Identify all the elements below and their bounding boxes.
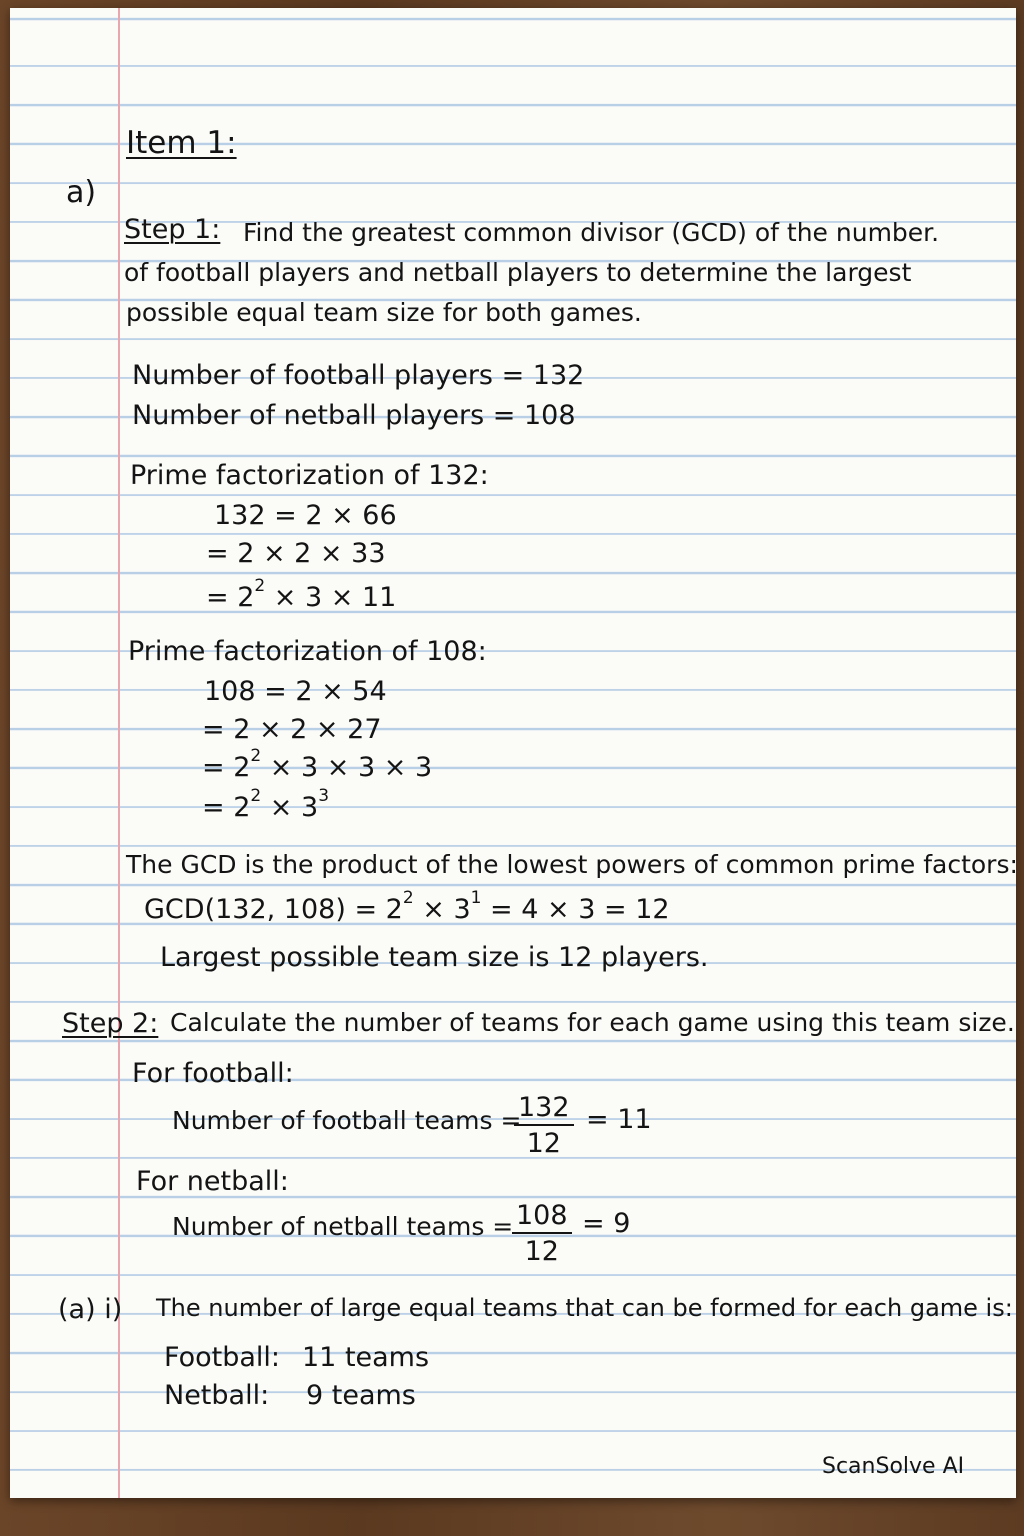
football-count: Number of football players = 132 bbox=[132, 360, 585, 391]
netball-denominator: 12 bbox=[524, 1236, 559, 1267]
pf132-line2: = 2 × 2 × 33 bbox=[206, 538, 386, 569]
step1-text-line2: of football players and netball players to determine the largest bbox=[124, 258, 912, 287]
netball-teams-label: Number of netball teams = bbox=[172, 1212, 514, 1241]
football-fraction bbox=[514, 1094, 574, 1157]
football-heading: For football: bbox=[132, 1058, 294, 1089]
netball-heading: For netball: bbox=[136, 1166, 289, 1197]
step2-label: Step 2: bbox=[62, 1008, 159, 1039]
pf108-line4: = $2^2 \times 3^3$ bbox=[202, 786, 330, 823]
item-heading: Item 1: bbox=[126, 125, 237, 161]
step2-text: Calculate the number of teams for each game using this team size. bbox=[170, 1008, 1015, 1037]
football-result: = 11 bbox=[586, 1104, 652, 1135]
largest-team-size: Largest possible team size is 12 players. bbox=[160, 942, 709, 973]
football-answer-value: 11 teams bbox=[302, 1342, 430, 1373]
pf108-line1: 108 = 2 × 54 bbox=[204, 676, 387, 707]
netball-fraction bbox=[512, 1202, 572, 1265]
football-denominator: 12 bbox=[526, 1128, 561, 1159]
pf108-title: Prime factorization of 108: bbox=[128, 636, 487, 667]
gcd-description: The GCD is the product of the lowest powers of common prime factors: bbox=[126, 850, 1018, 879]
pf108-line3: = $2^2 \times 3 \times 3 \times 3$ bbox=[202, 746, 433, 783]
pf132-title: Prime factorization of 132: bbox=[130, 460, 489, 491]
margin-line bbox=[118, 8, 120, 1498]
football-teams-label: Number of football teams = bbox=[172, 1106, 522, 1135]
answer-text: The number of large equal teams that can be formed for each game is: bbox=[156, 1294, 1013, 1322]
answer-label: (a) i) bbox=[58, 1294, 123, 1325]
netball-numerator: 108 bbox=[512, 1202, 572, 1234]
pf132-line1: 132 = 2 × 66 bbox=[214, 500, 397, 531]
step1-text-line1: Find the greatest common divisor (GCD) of the number. bbox=[243, 218, 940, 247]
football-answer-key: Football: bbox=[164, 1342, 280, 1373]
scansolve-watermark: ScanSolve AI bbox=[822, 1454, 965, 1479]
gcd-equation: GCD(132, $108) = 2^2 \times 3^1 = 4 \times 3 = 12$ bbox=[144, 888, 670, 925]
pf132-line3: = $2^2 \times 3 \times 11$ bbox=[206, 576, 397, 613]
step1-label: Step 1: bbox=[124, 214, 221, 245]
step1-text-line3: possible equal team size for both games. bbox=[126, 298, 642, 327]
netball-count: Number of netball players = 108 bbox=[132, 400, 576, 431]
part-a-label: a) bbox=[66, 175, 97, 210]
pf108-line2: = 2 × 2 × 27 bbox=[202, 714, 382, 745]
netball-answer-key: Netball: bbox=[164, 1380, 270, 1411]
football-numerator: 132 bbox=[514, 1094, 574, 1126]
netball-answer-value: 9 teams bbox=[306, 1380, 416, 1411]
netball-result: = 9 bbox=[582, 1208, 631, 1239]
